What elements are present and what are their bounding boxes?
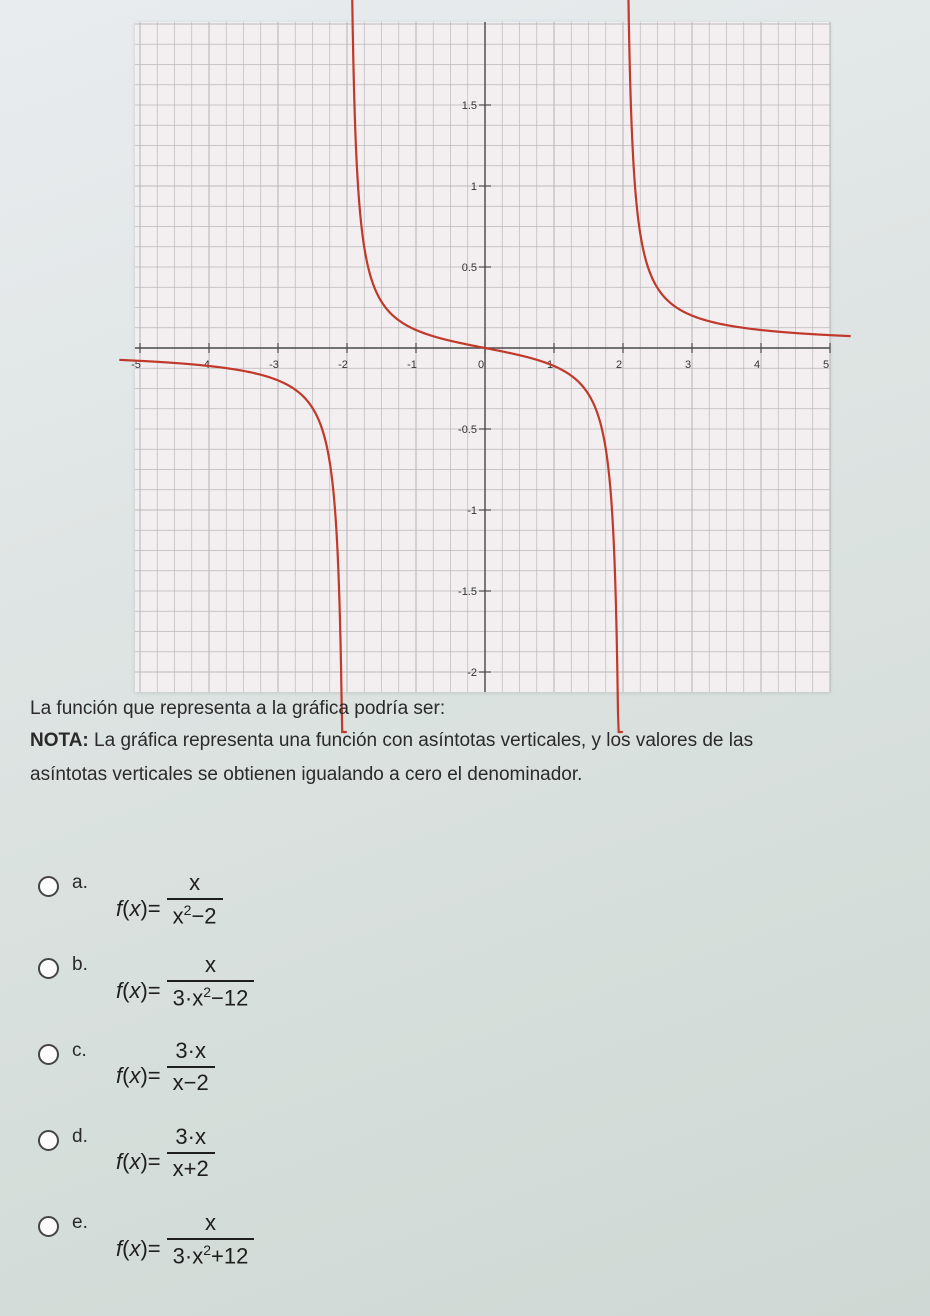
denominator: $x^2-2$ (167, 898, 223, 929)
option-letter: c. (72, 1040, 87, 1061)
y-tick-label: -2 (467, 667, 477, 679)
x-tick-label: 2 (615, 359, 623, 371)
option-letter: a. (72, 872, 88, 893)
fraction (167, 952, 255, 1011)
fraction (167, 1038, 215, 1096)
option-formula (116, 870, 223, 929)
y-tick-label: 1.5 (461, 100, 477, 112)
radio-button[interactable] (38, 876, 59, 897)
x-tick-label: 4 (753, 359, 761, 371)
x-tick-label: -4 (200, 359, 210, 371)
x-tick-label: -1 (407, 359, 417, 371)
numerator: x (204, 1210, 216, 1235)
function-graph (131, 22, 830, 692)
option-a[interactable] (38, 870, 438, 940)
fraction (167, 1124, 215, 1182)
graph-canvas (131, 22, 830, 692)
numerator: x (204, 952, 216, 977)
fraction (167, 1210, 255, 1269)
option-d[interactable] (38, 1124, 438, 1194)
formula-lhs: f(x)= (116, 895, 161, 921)
option-formula (116, 1210, 254, 1269)
formula-lhs: f(x)= (116, 1235, 161, 1261)
note-label: NOTA: (30, 730, 89, 751)
radio-button[interactable] (38, 1044, 59, 1065)
x-tick-label: -3 (269, 359, 279, 371)
numerator: 3·x (175, 1038, 206, 1063)
radio-button[interactable] (38, 958, 59, 979)
note-text-1: La gráfica representa una función con asíntotas verticales, y los valores de las (88, 730, 754, 751)
denominator: $3\cdot x^2-12$ (167, 980, 255, 1011)
numerator: 3·x (175, 1124, 206, 1149)
denominator: $3\cdot x^2+12$ (167, 1238, 255, 1269)
option-letter: b. (72, 954, 88, 975)
y-tick-label: 1 (470, 181, 477, 193)
radio-button[interactable] (38, 1216, 59, 1237)
x-tick-label: 5 (822, 359, 830, 371)
numerator: x (189, 870, 201, 895)
option-letter: e. (72, 1212, 88, 1233)
x-tick-label: -2 (338, 359, 348, 371)
radio-button[interactable] (38, 1130, 59, 1151)
question-title: La función que representa a la gráfica podría ser: (30, 698, 446, 719)
option-formula (116, 952, 254, 1011)
x-tick-label: 1 (546, 359, 554, 371)
x-tick-label: 0 (477, 359, 485, 371)
y-tick-label: -1 (467, 505, 477, 517)
fraction (167, 870, 223, 929)
y-tick-label: -0.5 (458, 424, 477, 436)
option-b[interactable] (38, 952, 438, 1022)
option-c[interactable] (38, 1038, 438, 1108)
formula-lhs: f(x)= (116, 1149, 161, 1174)
formula-lhs: f(x)= (116, 1063, 161, 1088)
option-e[interactable] (38, 1210, 438, 1280)
denominator: x−2 (167, 1066, 215, 1096)
option-letter: d. (72, 1126, 88, 1147)
option-formula (116, 1038, 215, 1096)
x-tick-label: -5 (131, 359, 141, 371)
option-formula (116, 1124, 215, 1182)
denominator: x+2 (167, 1152, 215, 1182)
note-line-1 (30, 730, 753, 752)
x-tick-label: 3 (684, 359, 692, 371)
note-line-2: asíntotas verticales se obtienen igualando a cero el denominador. (30, 764, 583, 785)
formula-lhs: f(x)= (116, 977, 161, 1003)
y-tick-label: 0.5 (461, 262, 477, 274)
y-tick-label: -1.5 (458, 586, 477, 598)
